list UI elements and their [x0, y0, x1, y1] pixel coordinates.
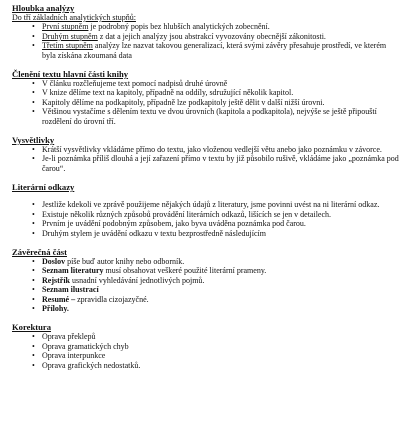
spacer — [12, 173, 400, 182]
section-vysvetlivky — [12, 135, 400, 173]
item-text: analýzy lze nazvat takovou generalizací, která svými závěry přesahuje prostředí, ve kterém byla získána zkoumaná data — [42, 41, 387, 60]
bullet-list — [12, 200, 400, 238]
spacer — [12, 313, 400, 322]
item-lead: Přílohy. — [42, 303, 69, 313]
list-item: • Je-li poznámka příliš dlouhá a její zařazení přímo v textu by již působilo rušivě, vkládáme jako „poznámka pod čarou“. — [12, 154, 400, 173]
item-lead: Resumé – — [42, 294, 76, 304]
list-item: • Oprava gramatických chyb — [12, 342, 400, 351]
section-title: Korektura — [12, 322, 51, 333]
item-lead: Třetím stupněm — [42, 41, 93, 51]
list-item — [12, 266, 400, 275]
list-item — [12, 257, 400, 266]
list-item — [12, 304, 400, 313]
item-text: z dat a jejich analýzy jsou abstrakcí vyvozovány obecnější zákonitosti. — [97, 31, 326, 41]
section-title: Literární odkazy — [12, 182, 75, 193]
item-lead: Seznam literatury — [42, 266, 104, 276]
spacer — [12, 60, 400, 69]
list-item: • Oprava grafických nedostatků. — [12, 361, 400, 370]
list-item — [12, 295, 400, 304]
list-item: • Existuje několik různých způsobů provádění literárních odkazů, lišících se jen v detailech. — [12, 210, 400, 219]
section-title: Členění textu hlavní části knihy — [12, 69, 129, 80]
list-item: • Oprava interpunkce — [12, 351, 400, 360]
list-item: • V článku rozčleňujeme text pomocí nadpisů druhé úrovně — [12, 79, 400, 88]
bullet-list — [12, 79, 400, 126]
section-literarni — [12, 182, 400, 238]
item-lead: První stupněm — [42, 22, 89, 32]
list-item: • Kapitoly dělíme na podkapitoly, případně lze podkapitoly ještě dělit v další nižší úrovni. — [12, 98, 400, 107]
bullet-list — [12, 145, 400, 173]
section-korektura — [12, 322, 400, 370]
item-lead: Seznam ilustrací — [42, 285, 99, 295]
spacer — [12, 126, 400, 135]
section-title: Hloubka analýzy — [12, 3, 75, 13]
item-text: píše buď autor knihy nebo odborník. — [65, 256, 185, 266]
bullet-list — [12, 257, 400, 313]
item-text: musí obsahovat veškeré použité literární prameny. — [103, 266, 267, 276]
bullet-list — [12, 22, 400, 60]
list-item — [12, 41, 400, 60]
list-item: • Většinou vystačíme s dělením textu ve dvou úrovních (kapitola a podkapitola), nejvýše se ještě připouští rozdělení do úrovní tří. — [12, 107, 400, 126]
list-item: • Oprava překlepů — [12, 332, 400, 341]
section-title: Vysvětlivky — [12, 135, 55, 146]
section-hloubka — [12, 3, 400, 60]
section-zaverecna — [12, 247, 400, 313]
item-lead: Rejstřík — [42, 275, 70, 285]
list-item — [12, 276, 400, 285]
section-title: Závěrečná část — [12, 246, 67, 257]
list-item: • Jestliže kdekoli ve zprávě použijeme nějakých údajů z literatury, jsme povinni uvést na ni literární odkaz. — [12, 200, 400, 209]
list-item — [12, 22, 400, 31]
list-item: • Prvním je uvádění podobným způsobem, jako byva uváděna poznámka pod čarou. — [12, 219, 400, 228]
section-cleneni — [12, 69, 400, 126]
spacer — [12, 192, 400, 200]
item-lead: Druhým stupněm — [42, 31, 98, 41]
list-item: • V knize dělíme text na kapitoly, případně na oddíly, sdružující několik kapitol. — [12, 88, 400, 97]
bullet-list — [12, 332, 400, 370]
section-intro: Do tří základních analytických stupňů: — [12, 13, 136, 22]
item-text: je podrobný popis bez hlubších analytických zobecnění. — [88, 22, 270, 32]
list-item — [12, 32, 400, 41]
document-page — [12, 3, 400, 370]
list-item — [12, 285, 400, 294]
list-item: • Druhým stylem je uvádění odkazu v textu bezprostředně následujícím — [12, 229, 400, 238]
list-item: • Krátší vysvětlivky vkládáme přímo do textu, jako vloženou vedlejší větu anebo jako poznámku v závorce. — [12, 145, 400, 154]
item-text: usnadní vyhledávání jednotlivých pojmů. — [70, 275, 205, 285]
item-lead: Doslov — [42, 256, 66, 266]
item-text: zpravidla cizojazyčné. — [75, 294, 149, 304]
spacer — [12, 238, 400, 247]
